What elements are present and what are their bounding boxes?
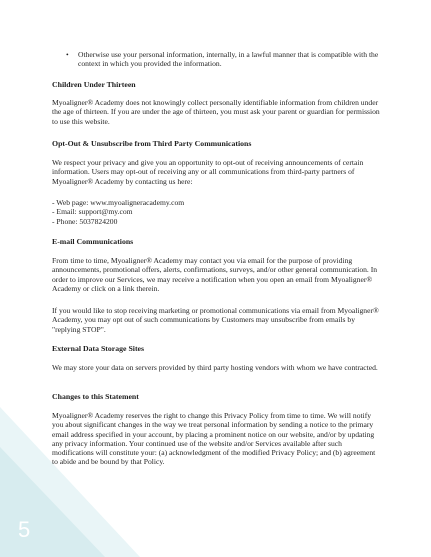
heading-changes: Changes to this Statement xyxy=(52,392,139,401)
contact-web-page: - Web page: www.myoaligneracademy.com xyxy=(52,198,185,207)
paragraph-external-storage: We may store your data on servers provided by third party hosting vendors with whom we have contracted. xyxy=(52,363,378,372)
bullet-marker: • xyxy=(66,50,69,59)
paragraph-opt-out: We respect your privacy and give you an opportunity to opt-out of receiving announcements of certain information. Users may opt-out of receiving any or all communications from third-party partners of Myoaligner® Academy by contacting us here: xyxy=(52,158,364,186)
contact-list xyxy=(52,198,184,226)
heading-children-under-thirteen: Children Under Thirteen xyxy=(52,80,136,89)
bullet-text: Otherwise use your personal information, internally, in a lawful manner that is compatible with the context in which you provided the information. xyxy=(78,50,379,69)
contact-email: - Email: support@my.com xyxy=(52,207,133,217)
heading-opt-out: Opt-Out & Unsubscribe from Third Party Communications xyxy=(52,139,252,148)
paragraph-changes: Myoaligner® Academy reserves the right to change this Privacy Policy from time to time. We will notify you about significant changes in the way we treat personal information by sending a notice to the primary email address specified in your account, by placing a prominent notice on our website, and/or by updating any privacy information. Your continued use of the website and/or Services available after such modifications will constitute your: (a) acknowledgment of the modified Privacy Policy; and (b) agreement to abide and be bound by that Policy. xyxy=(52,411,376,467)
paragraph-children: Myoaligner® Academy does not knowingly collect personally identifiable information from children under the age of thirteen. If you are under the age of thirteen, you must ask your parent or guardian for permission to use this website. xyxy=(52,98,380,126)
heading-external-storage: External Data Storage Sites xyxy=(52,344,145,353)
bullet-item xyxy=(66,50,380,69)
paragraph-email-1: From time to time, Myoaligner® Academy may contact you via email for the purpose of providing announcements, promotional offers, alerts, confirmations, surveys, and/or other general communication. In order to improve our Services, we may receive a notification when you open an email from Myoaligner® Academy or click on a link therein. xyxy=(52,256,378,293)
heading-email-communications: E-mail Communications xyxy=(52,237,134,246)
paragraph-email-2: If you would like to stop receiving marketing or promotional communications via email from Myoaligner® Academy, you may opt out of such communications by Customers may unsubscribe from emails by "replying STOP". xyxy=(52,306,379,334)
page-number: 5 xyxy=(18,517,31,542)
contact-phone: - Phone: 5037824200 xyxy=(52,216,118,226)
